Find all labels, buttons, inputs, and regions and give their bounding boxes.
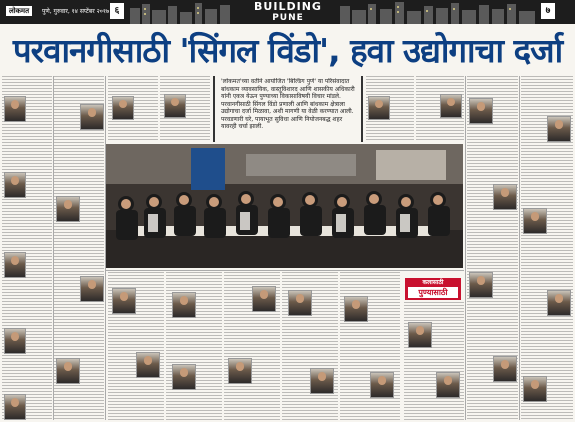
article-bottom-3 bbox=[224, 272, 280, 420]
speaker-portrait bbox=[493, 356, 517, 382]
intro-text: 'लोकमत'च्या वतीने आयोजित 'बिल्डिंग पुणे' या परिसंवादात बांधकाम व्यावसायिक, वास्तुविशारद आणि शासकीय अधिकारी यांनी एकत्र येऊन पुण्याच्या विकासाविषयी विचार मांडले. परवानगीसाठी सिंगल विंडो प्रणाली आणि बांधकाम क्षेत्राला उद्योगाचा दर्जा मिळावा, अशी मागणी या वेळी करण्यात आली. परवडणारी घरे, पायाभूत सुविधा आणि नियोजनबद्ध शहर यावरही चर्चा झाली. bbox=[221, 78, 355, 130]
section-logo bbox=[247, 1, 329, 24]
speaker-portrait bbox=[172, 364, 196, 390]
section-logo-line1: BUILDING bbox=[254, 0, 322, 13]
speaker-portrait bbox=[112, 288, 136, 314]
campaign-logo-line1: कलासाठी bbox=[422, 279, 444, 286]
article-column-right-1 bbox=[467, 76, 518, 420]
article-bottom-1 bbox=[108, 272, 164, 420]
article-column-left-1 bbox=[2, 76, 52, 420]
page-headline: परवानगीसाठी 'सिंगल विंडो', हवा उद्योगाचा दर्जा bbox=[12, 31, 563, 70]
speaker-portrait bbox=[368, 96, 390, 120]
speaker-portrait bbox=[252, 286, 276, 312]
speaker-portrait bbox=[310, 368, 334, 394]
article-top-4 bbox=[416, 76, 464, 142]
speaker-portrait bbox=[228, 358, 252, 384]
speaker-portrait bbox=[4, 96, 26, 122]
speaker-portrait bbox=[523, 208, 547, 234]
page-number-left: ६ bbox=[110, 3, 124, 19]
speaker-portrait bbox=[440, 94, 462, 118]
speaker-portrait bbox=[4, 252, 26, 278]
speaker-portrait bbox=[112, 96, 134, 120]
article-bottom-6 bbox=[404, 302, 464, 420]
masthead bbox=[0, 0, 575, 24]
event-group-photo bbox=[106, 144, 463, 268]
speaker-portrait bbox=[4, 394, 26, 420]
speaker-portrait bbox=[370, 372, 394, 398]
speaker-portrait bbox=[80, 276, 104, 302]
speaker-portrait bbox=[469, 272, 493, 298]
speaker-portrait bbox=[547, 116, 571, 142]
campaign-logo-line2: पुण्यासाठी bbox=[408, 287, 458, 298]
article-bottom-5 bbox=[340, 272, 400, 420]
speaker-portrait bbox=[288, 290, 312, 316]
article-top-3 bbox=[366, 76, 414, 142]
speaker-portrait bbox=[547, 290, 571, 316]
section-logo-line2: PUNE bbox=[272, 13, 304, 23]
article-column-left-2 bbox=[54, 76, 104, 420]
intro-box bbox=[213, 76, 363, 142]
article-top-2 bbox=[160, 76, 210, 142]
article-column-right-2 bbox=[521, 76, 573, 420]
issue-date: पुणे, गुरुवार, १४ सप्टेंबर २०१७ bbox=[42, 8, 110, 15]
speaker-portrait bbox=[164, 94, 186, 118]
article-bottom-4 bbox=[282, 272, 338, 420]
newspaper-name: लोकमत bbox=[6, 6, 32, 16]
campaign-logo bbox=[405, 278, 461, 300]
speaker-portrait bbox=[172, 292, 196, 318]
speaker-portrait bbox=[523, 376, 547, 402]
speaker-portrait bbox=[4, 172, 26, 198]
event-photo-graphic bbox=[106, 144, 463, 268]
speaker-portrait bbox=[4, 328, 26, 354]
speaker-portrait bbox=[56, 358, 80, 384]
speaker-portrait bbox=[344, 296, 368, 322]
page-number-right: ७ bbox=[541, 3, 555, 19]
article-top-1 bbox=[108, 76, 158, 142]
speaker-portrait bbox=[493, 184, 517, 210]
speaker-portrait bbox=[436, 372, 460, 398]
speaker-portrait bbox=[136, 352, 160, 378]
speaker-portrait bbox=[56, 196, 80, 222]
article-bottom-2 bbox=[166, 272, 222, 420]
speaker-portrait bbox=[80, 104, 104, 130]
speaker-portrait bbox=[469, 98, 493, 124]
speaker-portrait bbox=[408, 322, 432, 348]
